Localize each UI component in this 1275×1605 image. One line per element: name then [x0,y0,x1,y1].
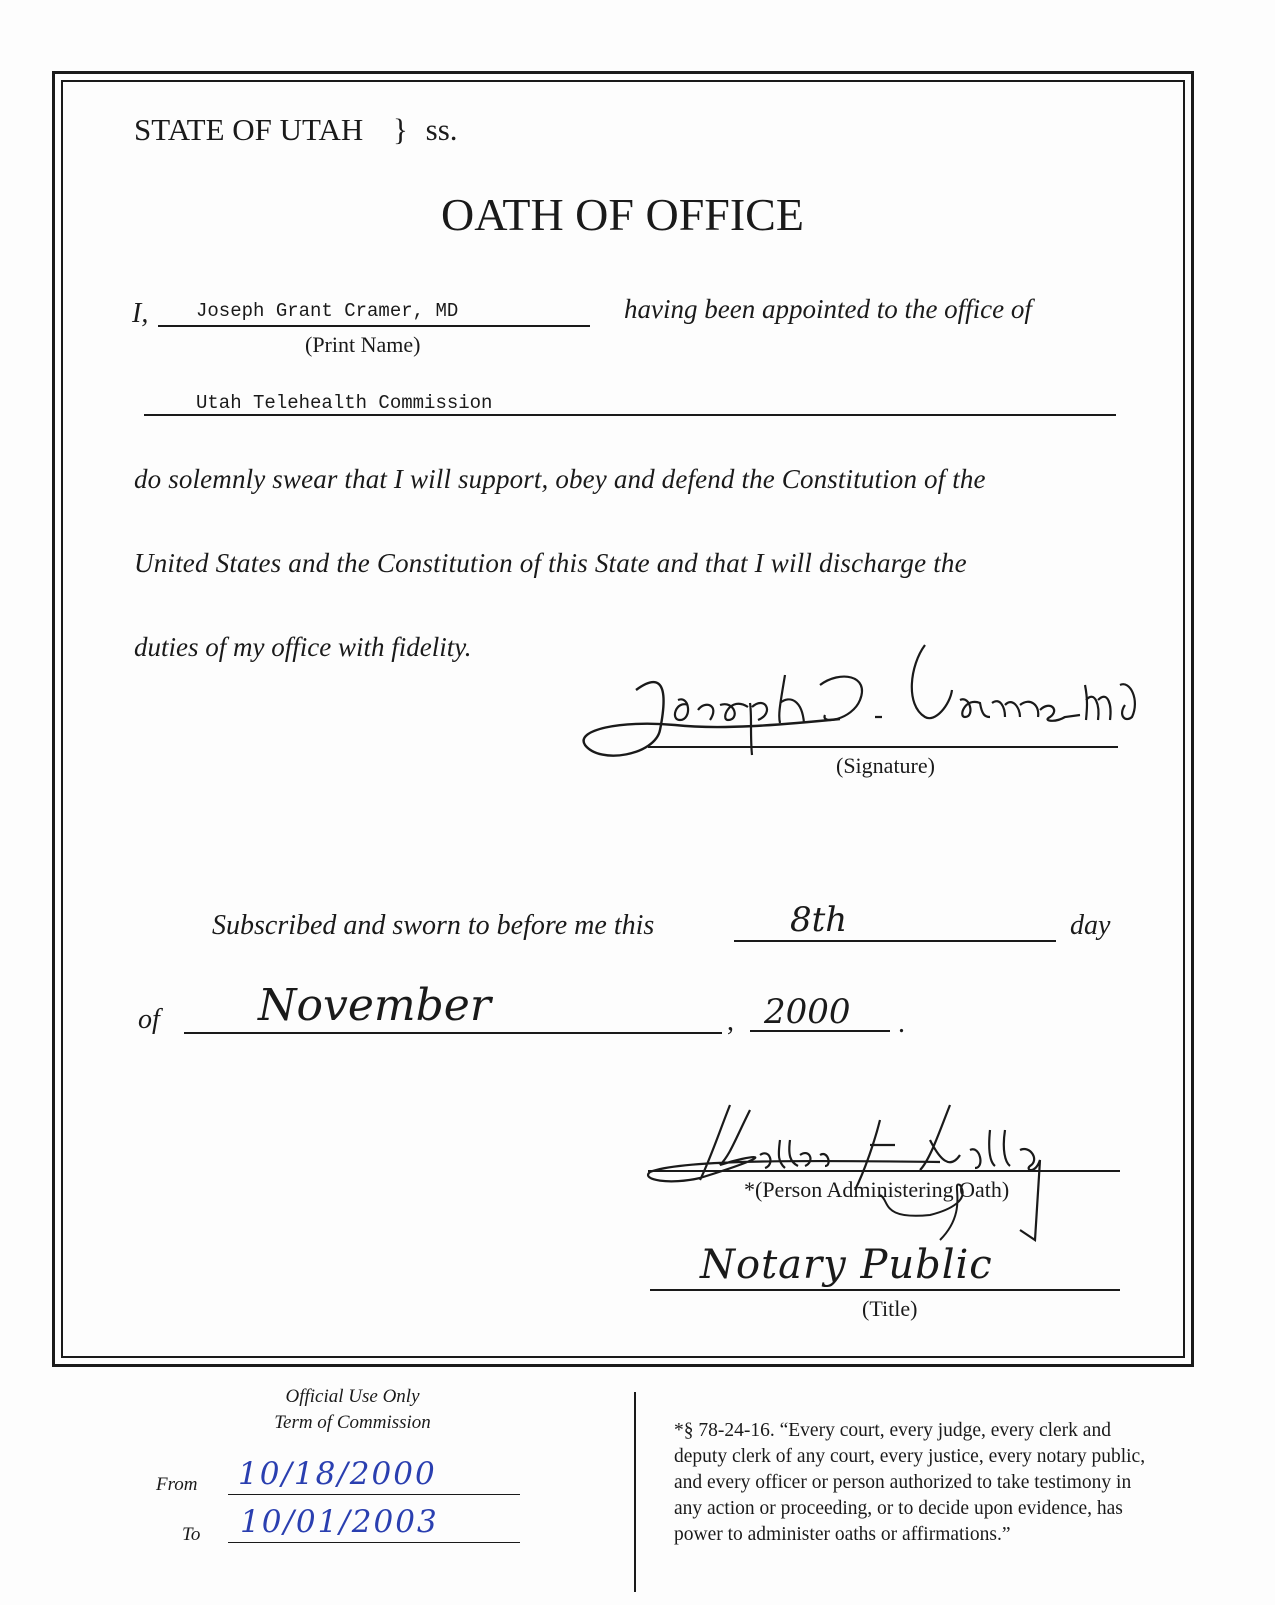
sworn-text: Subscribed and sworn to before me this [212,910,655,941]
footer-divider [634,1392,636,1592]
administrator-scribble [640,1100,1070,1240]
statute-text [674,1418,1145,1548]
of-label: of [138,1004,160,1035]
print-name-value: Joseph Grant Cramer, MD [196,300,459,322]
i-label: I, [132,298,149,329]
ss-label: ss. [425,112,458,147]
month-value: November [258,980,491,1031]
to-value: 10/01/2003 [240,1504,439,1540]
day-value: 8th [790,900,848,940]
oath-line-3: duties of my office with fidelity. [134,632,472,662]
title-line [650,1289,1120,1291]
statute-line-1: *§ 78-24-16. “Every court, every judge, every clerk and [674,1420,1111,1441]
page-title: OATH OF OFFICE [441,189,804,240]
official-use-heading: Official Use Only [285,1386,420,1407]
administrator-caption: *(Person Administering Oath) [744,1177,1010,1202]
day-line [734,940,1056,942]
office-line [144,414,1116,416]
to-label: To [182,1524,201,1545]
oath-line-1: do solemnly swear that I will support, obey and defend the Constitution of the [134,464,986,494]
from-label: From [156,1474,198,1495]
signature-caption: (Signature) [836,753,935,778]
year-period: . [898,1008,905,1039]
title-caption: (Title) [862,1296,918,1321]
statute-line-2: deputy clerk of any court, every justice, every notary public, [674,1446,1146,1467]
term-of-commission: Term of Commission [274,1412,431,1433]
state-heading [134,112,458,148]
day-label: day [1070,910,1111,941]
appointed-text: having been appointed to the office of [624,294,1032,324]
print-name-line [158,325,590,327]
from-value: 10/18/2000 [238,1456,437,1492]
signature-text: Joseph G. Cramer MD [830,714,849,716]
print-name-caption: (Print Name) [305,332,421,357]
statute-line-3: and every officer or person authorized to take testimony in [674,1472,1132,1493]
title-value: Notary Public [700,1242,993,1288]
statute-line-4: any action or proceeding, or to decide upon evidence, has [674,1498,1123,1519]
state-brace: } [393,112,408,147]
year-value: 2000 [764,992,851,1032]
administrator-signature-text: Kathleen F. Wadley [840,1159,856,1161]
oath-line-2: United States and the Constitution of this State and that I will discharge the [134,548,967,578]
month-line [184,1032,722,1034]
to-line [228,1542,520,1543]
statute-line-5: power to administer oaths or affirmations.” [674,1524,1011,1545]
from-line [228,1494,520,1495]
state-name: STATE OF UTAH [134,112,364,147]
month-comma: , [727,1006,734,1037]
office-value: Utah Telehealth Commission [196,392,493,414]
